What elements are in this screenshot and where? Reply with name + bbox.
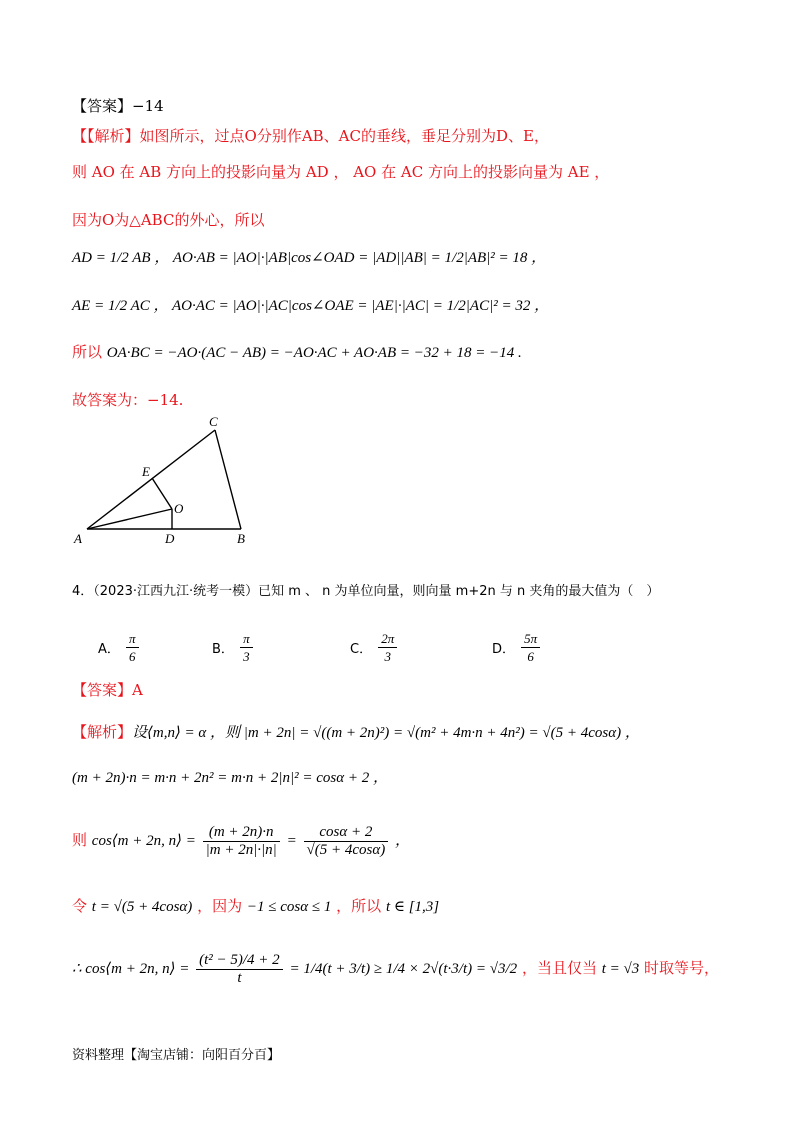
let-prefix: 令 — [72, 897, 88, 915]
therefore-text: ，所以 — [336, 897, 382, 915]
cos-fraction-1: $\frac{(m + 2n)\cdot n}{|m + 2n|\cdot|n|}$ — [203, 824, 280, 859]
option-b-value: $\frac{\pi}{3}$ — [240, 630, 253, 665]
analysis-line-2 — [72, 162, 609, 182]
cos-range: −1 ≤ cosα ≤ 1 — [246, 899, 332, 915]
answer-4-line — [72, 680, 143, 700]
final-rest: = 1/4(t + 3/t) ≥ 1/4 × 2√(t·3/t) = √3/2 — [289, 961, 518, 977]
analysis-line-3 — [72, 210, 264, 230]
equation-1 — [72, 248, 546, 268]
analysis-4-line-1 — [72, 722, 640, 743]
analysis-4-text-2: (m + 2n)·n = m·n + 2n² = m·n + 2|n|² = cosα + 2 ， — [72, 770, 388, 786]
answer-line — [72, 96, 164, 116]
circumcenter-text: 因为O为△ABC的外心，所以 — [72, 211, 265, 229]
question-4-text: 4．（2023·江西九江·统考一模）已知 m 、 n 为单位向量，则向量 m+2n 与 n 夹角的最大值为（ ） — [72, 584, 660, 599]
equality-condition-text: ，当且仅当 — [521, 959, 597, 977]
analysis-tag: 【【解析】 — [72, 127, 140, 145]
analysis-4-line-5 — [72, 948, 719, 989]
option-c-value: $\frac{2\pi}{3}$ — [378, 630, 397, 665]
t-range: t ∈ [1,3] — [385, 899, 440, 915]
t-definition: t = √(5 + 4cosα) — [91, 899, 193, 915]
option-b-label: B． — [212, 642, 234, 657]
analysis-4-line-3-prefix: 则 — [72, 831, 88, 849]
analysis-4-line-2 — [72, 768, 388, 788]
analysis-4-tag: 【解析】 — [72, 723, 133, 741]
projection-text: 则 AO 在 AB 方向上的投影向量为 AD ， AO 在 AC 方向上的投影向量为 AE ， — [72, 163, 610, 181]
label-b: B — [237, 531, 245, 546]
label-c: C — [209, 414, 218, 429]
equality-end: 时取等号， — [644, 959, 720, 977]
equation-3 — [72, 342, 522, 363]
option-d-value: $\frac{5\pi}{6}$ — [521, 630, 540, 665]
label-a: A — [74, 531, 82, 546]
cos-fraction-2: $\frac{\cos\alpha + 2}{√(5 + 4\cos\alpha)}$ — [304, 824, 389, 859]
equality-condition: t = √3 — [601, 961, 640, 977]
analysis-4-line-3: 则 cos⟨m + 2n, n⟩ = $\frac{(m + 2n)\cdot n}{|m + 2n|\cdot|n|}$ = $\frac{\cos\alpha + 2}{√(5 + 4\cos\alpha)}$ ， — [72, 823, 411, 858]
cos-lhs: cos⟨m + 2n, n⟩ = — [91, 833, 196, 849]
equation-3-text: OA·BC = −AO·(AC − AB) = −AO·AC + AO·AB = −32 + 18 = −14 . — [106, 345, 522, 361]
option-d[interactable] — [492, 630, 542, 665]
equation-2-text: AE = 1/2 AC ， AO·AC = |AO|·|AC|cos∠OAE = |AE|·|AC| = 1/2|AC|² = 32 ， — [72, 298, 550, 314]
answer-value: −14 — [132, 97, 164, 115]
because-text: ，因为 — [197, 897, 243, 915]
footer-text: 资料整理【淘宝店铺：向阳百分百】 — [72, 1048, 281, 1063]
conclusion-text: 故答案为：−14. — [72, 391, 184, 409]
segment-eo — [152, 478, 172, 509]
triangle-figure — [70, 412, 270, 552]
option-b[interactable] — [212, 630, 255, 665]
option-c[interactable] — [350, 630, 399, 665]
final-fraction: $\frac{\text{(t² − 5)/4 + 2}}{t}$ — [196, 952, 283, 987]
analysis-4-line-4 — [72, 896, 439, 917]
question-4 — [72, 582, 659, 602]
label-e: E — [142, 464, 150, 479]
equation-2 — [72, 296, 549, 316]
label-o: O — [174, 501, 184, 516]
conclusion-line — [72, 390, 183, 410]
option-c-label: C． — [350, 642, 373, 657]
analysis-line-1 — [72, 126, 549, 146]
analysis-text: 如图所示，过点O分别作AB、AC的垂线，垂足分别为D、E， — [139, 127, 549, 145]
answer-4-value: A — [132, 681, 143, 699]
option-a-label: A． — [98, 642, 120, 657]
equation-1-text: AD = 1/2 AB ， AO·AB = |AO|·|AB|cos∠OAD = |AD||AB| = 1/2|AB|² = 18 ， — [72, 250, 547, 266]
option-d-label: D． — [492, 642, 516, 657]
answer-prefix: 【答案】 — [72, 97, 133, 115]
footer — [72, 1046, 280, 1066]
option-a-value: $\frac{\pi}{6}$ — [126, 630, 139, 665]
answer-4-prefix: 【答案】 — [72, 681, 133, 699]
analysis-4-text-1: 设⟨m,n⟩ = α ，则 |m + 2n| = √((m + 2n)²) = √(m² + 4m·n + 4n²) = √(5 + 4cosα) ， — [132, 725, 640, 741]
equation-3-prefix: 所以 — [72, 343, 103, 361]
label-d: D — [165, 531, 175, 546]
final-lhs: ∴ cos⟨m + 2n, n⟩ = — [72, 961, 190, 977]
side-bc — [215, 430, 241, 529]
option-a[interactable] — [98, 630, 141, 665]
